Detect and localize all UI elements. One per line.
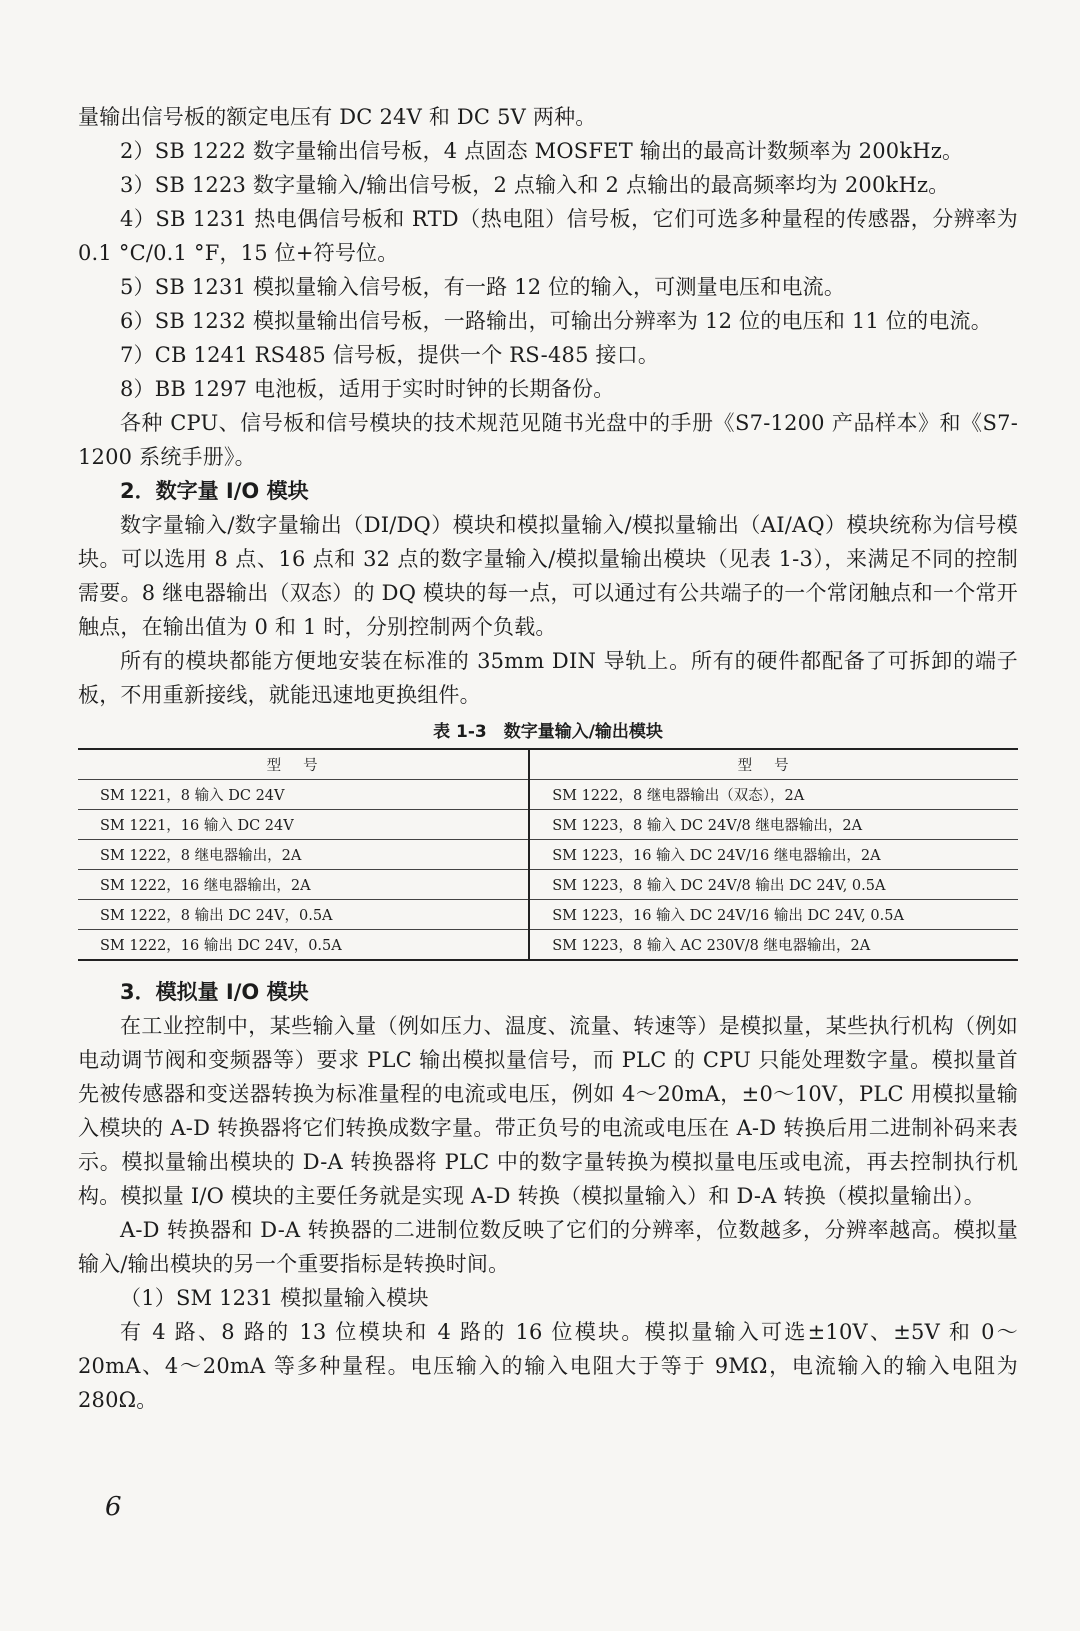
table-cell: SM 1223，8 输入 DC 24V/8 输出 DC 24V, 0.5A — [529, 870, 1018, 900]
table-header-left: 型号 — [78, 749, 529, 780]
section-heading-analog-io: 3．模拟量 I/O 模块 — [120, 980, 309, 1004]
paragraph-signal-modules: 数字量输入/数字量输出（DI/DQ）模块和模拟量输入/模拟量输出（AI/AQ）模块统称为信号模块。可以选用 8 点、16 点和 32 点的数字量输入/模拟量输出模块（见表 1-3），来满足不同的控制需要。8 继电器输出（双态）的 DQ 模块的每一点，可以通过有公共端子的一个常闭触点和一个常开触点，在输出值为 0 和 1 时，分别控制两个负载。 — [78, 513, 1018, 639]
page-content — [78, 100, 1018, 1417]
list-item-bb1297: 8）BB 1297 电池板，适用于实时时钟的长期备份。 — [120, 377, 615, 401]
table-row — [78, 870, 1018, 900]
table-cell: SM 1222，16 继电器输出，2A — [78, 870, 529, 900]
paragraph-resolution: A-D 转换器和 D-A 转换器的二进制位数反映了它们的分辨率，位数越多，分辨率越高。模拟量输入/输出模块的另一个重要指标是转换时间。 — [78, 1218, 1018, 1276]
table-cell: SM 1223，8 输入 DC 24V/8 继电器输出，2A — [529, 810, 1018, 840]
paragraph-sm1231-ranges: 有 4 路、8 路的 13 位模块和 4 路的 16 位模块。模拟量输入可选±10V、±5V 和 0～20mA、4～20mA 等多种量程。电压输入的输入电阻大于等于 9MΩ，电流输入的输入电阻为 280Ω。 — [78, 1320, 1018, 1412]
list-item-cb1241: 7）CB 1241 RS485 信号板，提供一个 RS-485 接口。 — [120, 343, 660, 367]
table-cell: SM 1223，8 输入 AC 230V/8 继电器输出，2A — [529, 930, 1018, 961]
table-cell: SM 1222，8 继电器输出（双态），2A — [529, 780, 1018, 810]
table-row — [78, 840, 1018, 870]
list-item-sb1222: 2）SB 1222 数字量输出信号板，4 点固态 MOSFET 输出的最高计数频率为 200kHz。 — [120, 139, 964, 163]
table-cell: SM 1223，16 输入 DC 24V/16 继电器输出，2A — [529, 840, 1018, 870]
table-cell: SM 1222，8 输出 DC 24V，0.5A — [78, 900, 529, 930]
table-cell: SM 1222，8 继电器输出，2A — [78, 840, 529, 870]
page-number: 6 — [105, 1492, 122, 1522]
table-header-row — [78, 749, 1018, 780]
table-cell: SM 1222，16 输出 DC 24V，0.5A — [78, 930, 529, 961]
list-item-sb1231-analog: 5）SB 1231 模拟量输入信号板，有一路 12 位的输入，可测量电压和电流。 — [120, 275, 846, 299]
paragraph-continuation: 量输出信号板的额定电压有 DC 24V 和 DC 5V 两种。 — [78, 105, 597, 129]
section-heading-digital-io: 2．数字量 I/O 模块 — [120, 479, 309, 503]
table-row — [78, 810, 1018, 840]
paragraph-analog-intro: 在工业控制中，某些输入量（例如压力、温度、流量、转速等）是模拟量，某些执行机构（例如电动调节阀和变频器等）要求 PLC 输出模拟量信号，而 PLC 的 CPU 只能处理数字量。模拟量首先被传感器和变送器转换为标准量程的电流或电压，例如 4～20mA，±0～10V，PLC 用模拟量输入模块的 A-D 转换器将它们转换成数字量。带正负号的电流或电压在 A-D 转换后用二进制补码来表示。模拟量输出模块的 D-A 转换器将 PLC 中的数字量转换为模拟量电压或电流，再去控制执行机构。模拟量 I/O 模块的主要任务就是实现 A-D 转换（模拟量输入）和 D-A 转换（模拟量输出）。 — [78, 1014, 1018, 1208]
table-cell: SM 1223，16 输入 DC 24V/16 输出 DC 24V, 0.5A — [529, 900, 1018, 930]
subheading-sm1231: （1）SM 1231 模拟量输入模块 — [120, 1286, 429, 1310]
table-cell: SM 1221，8 输入 DC 24V — [78, 780, 529, 810]
digital-io-table — [78, 748, 1018, 961]
table-row — [78, 780, 1018, 810]
paragraph-specs-reference: 各种 CPU、信号板和信号模块的技术规范见随书光盘中的手册《S7-1200 产品样本》和《S7-1200 系统手册》。 — [78, 411, 1018, 469]
list-item-sb1232: 6）SB 1232 模拟量输出信号板，一路输出，可输出分辨率为 12 位的电压和 11 位的电流。 — [120, 309, 992, 333]
paragraph-din-rail: 所有的模块都能方便地安装在标准的 35mm DIN 导轨上。所有的硬件都配备了可拆卸的端子板，不用重新接线，就能迅速地更换组件。 — [78, 649, 1018, 707]
table-row — [78, 930, 1018, 961]
list-item-sb1231-rtd: 4）SB 1231 热电偶信号板和 RTD（热电阻）信号板，它们可选多种量程的传感器，分辨率为 0.1 °C/0.1 °F，15 位+符号位。 — [78, 207, 1018, 265]
table-header-right: 型号 — [529, 749, 1018, 780]
table-caption: 表 1-3 数字量输入/输出模块 — [433, 722, 663, 742]
table-row — [78, 900, 1018, 930]
table-cell: SM 1221，16 输入 DC 24V — [78, 810, 529, 840]
list-item-sb1223: 3）SB 1223 数字量输入/输出信号板，2 点输入和 2 点输出的最高频率均为 200kHz。 — [120, 173, 950, 197]
